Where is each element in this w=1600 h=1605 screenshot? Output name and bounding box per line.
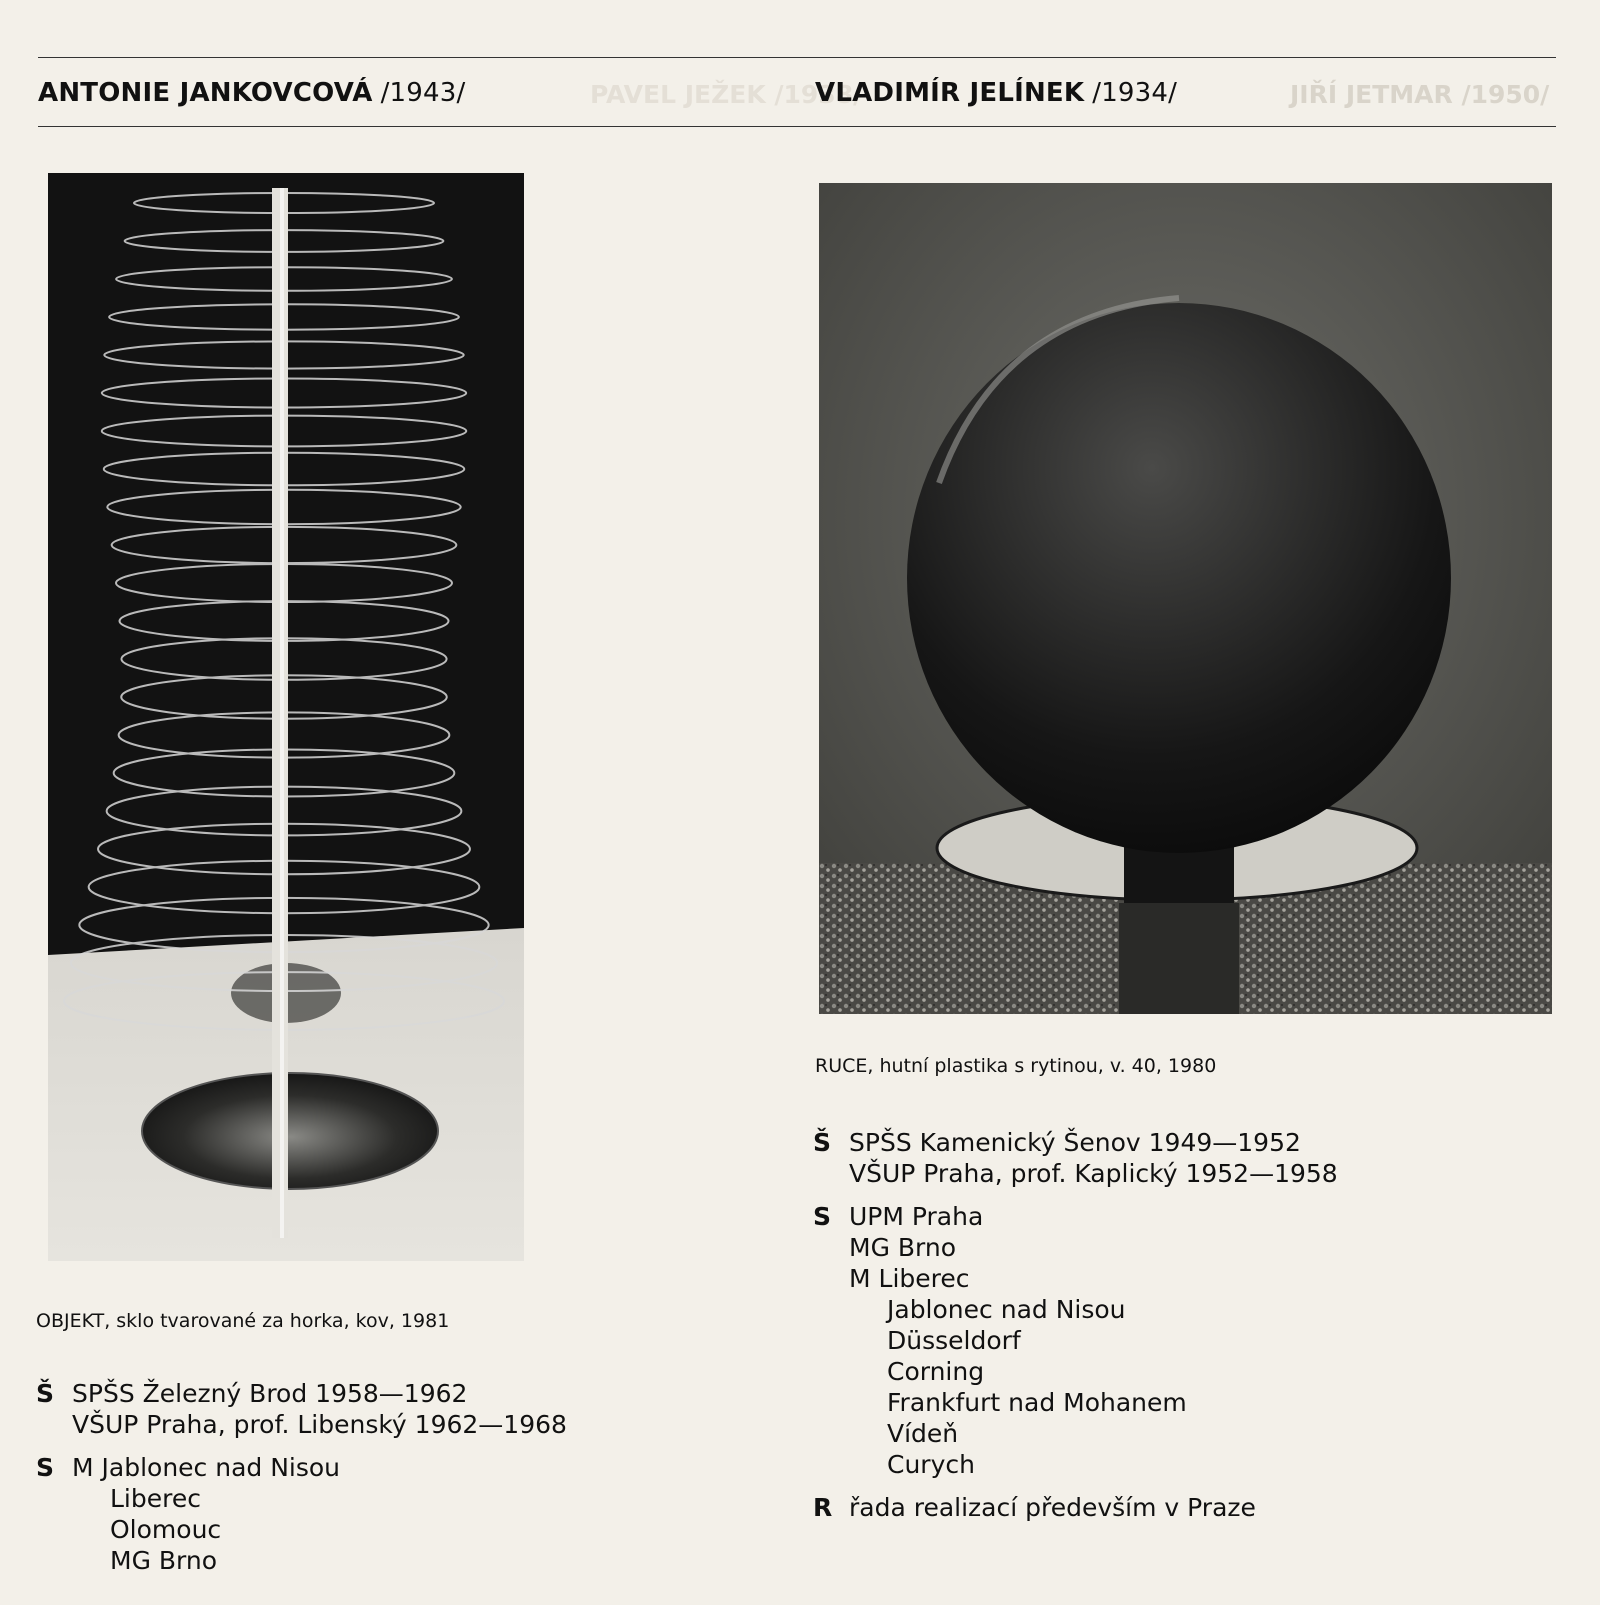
bio-line: Corning — [887, 1357, 985, 1386]
bio-line: řada realizací především v Praze — [849, 1493, 1256, 1522]
bio-key: S — [813, 1202, 832, 1231]
artwork-photo-ruce — [819, 183, 1552, 1014]
bio-entry-collections — [813, 1201, 1338, 1480]
bio-line: Liberec — [110, 1484, 201, 1513]
bio-entry-studies — [36, 1378, 567, 1440]
biography-left — [36, 1378, 567, 1588]
bio-line: SPŠS Kamenický Šenov 1949—1952 — [849, 1128, 1301, 1157]
bio-key: Š — [813, 1128, 832, 1157]
bio-key: R — [813, 1493, 833, 1522]
header-bottom-rule — [38, 126, 1556, 127]
bio-key: Š — [36, 1379, 55, 1408]
bio-line: Olomouc — [110, 1515, 222, 1544]
artwork-photo-objekt — [48, 173, 524, 1261]
bleed-through-header: PAVEL JEŽEK /1938/ — [590, 80, 863, 109]
bio-line: Vídeň — [887, 1419, 959, 1448]
bio-line: VŠUP Praha, prof. Libenský 1962—1968 — [72, 1410, 567, 1439]
bio-line: M Liberec — [849, 1264, 970, 1293]
bio-line: Düsseldorf — [887, 1326, 1021, 1355]
artist-header-right — [815, 78, 1177, 108]
artist-name: ANTONIE JANKOVCOVÁ — [38, 78, 373, 108]
bio-line: MG Brno — [849, 1233, 957, 1262]
top-rule — [38, 57, 1556, 58]
artist-years: /1943/ — [380, 78, 466, 108]
bio-line: VŠUP Praha, prof. Kaplický 1952—1958 — [849, 1159, 1338, 1188]
bio-line: Frankfurt nad Mohanem — [887, 1388, 1187, 1417]
bio-entry-collections — [36, 1452, 567, 1576]
bio-line: MG Brno — [110, 1546, 218, 1575]
bleed-through-header: JIŘÍ JETMAR /1950/ — [1290, 80, 1550, 109]
bio-entry-studies — [813, 1127, 1338, 1189]
artist-years: /1934/ — [1092, 78, 1178, 108]
bio-line: M Jablonec nad Nisou — [72, 1453, 341, 1482]
bio-line: Jablonec nad Nisou — [887, 1295, 1126, 1324]
bio-line: UPM Praha — [849, 1202, 984, 1231]
bio-line: SPŠS Železný Brod 1958—1962 — [72, 1379, 468, 1408]
bio-key: S — [36, 1453, 55, 1482]
artist-name: VLADIMÍR JELÍNEK — [815, 78, 1085, 108]
bio-entry-realizations — [813, 1492, 1338, 1523]
biography-right — [813, 1127, 1338, 1535]
artist-header-left — [38, 78, 465, 108]
bio-line: Curych — [887, 1450, 975, 1479]
artwork-caption-right: RUCE, hutní plastika s rytinou, v. 40, 1980 — [815, 1055, 1217, 1077]
artwork-caption-left: OBJEKT, sklo tvarované za horka, kov, 1981 — [36, 1310, 450, 1332]
